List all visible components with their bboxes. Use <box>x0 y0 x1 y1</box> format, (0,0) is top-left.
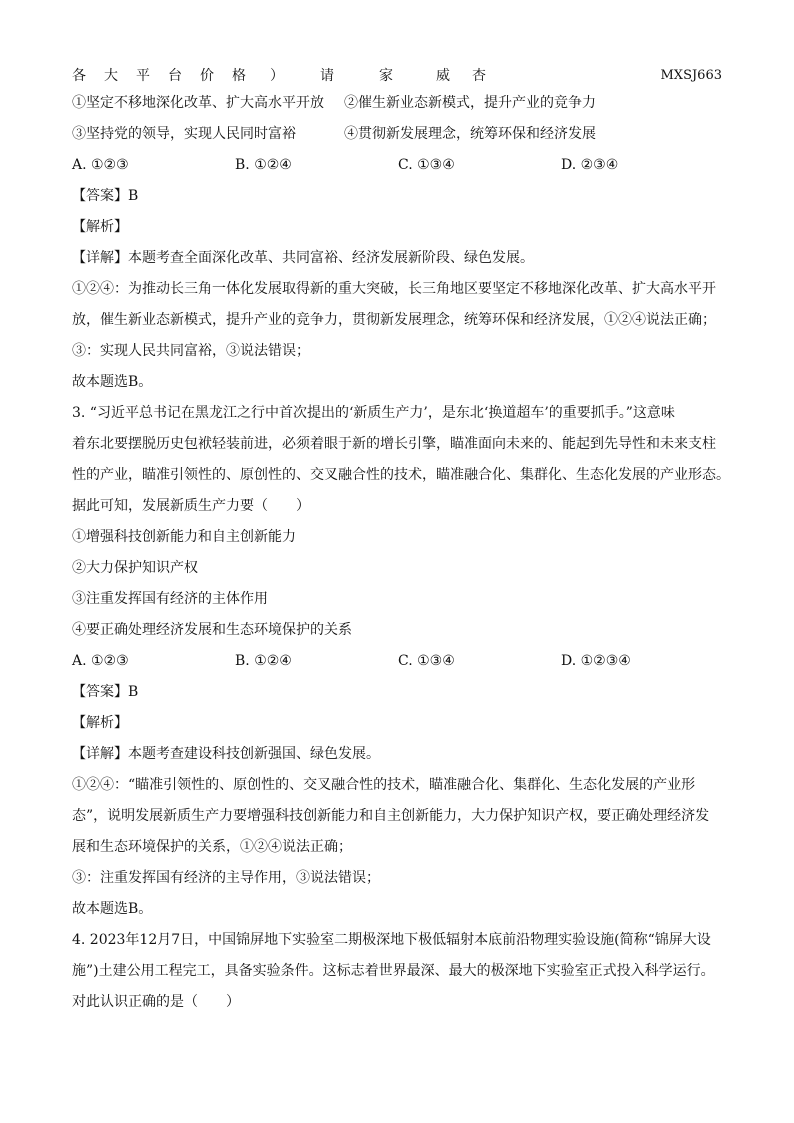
header-char: 家 <box>379 68 393 84</box>
q3-choice-b: B. ①②④ <box>235 653 292 669</box>
q2-choices <box>72 150 732 181</box>
q3-analysis-label: 【解析】 <box>72 715 128 731</box>
header-char: ） <box>270 68 284 84</box>
q2-option-2: ②催生新业态新模式，提升产业的竞争力 <box>344 95 596 111</box>
header-char: 请 <box>320 68 334 84</box>
q3-option-4: ④要正确处理经济发展和生态环境保护的关系 <box>72 622 352 638</box>
header-char: 台 <box>168 68 182 84</box>
q2-analysis-label: 【解析】 <box>72 219 128 235</box>
q3-stem-line: 3. “习近平总书记在黑龙江之行中首次提出的‘新质生产力’，是东北‘换道超车’的重要抓手。”这意味 <box>72 405 675 421</box>
q2-option-1: ①坚定不移地深化改革、扩大高水平开放 <box>72 95 324 111</box>
q2-options-row-1 <box>72 88 732 119</box>
q2-choice-d: D. ②③④ <box>561 157 619 173</box>
q3-stem-line: 性的产业，瞄准引领性的、原创性的、交叉融合性的技术，瞄准融合化、集群化、生态化发展的产业形态。 <box>72 467 730 483</box>
q2-choice-a: A. ①②③ <box>72 157 129 173</box>
q3-option-3: ③注重发挥国有经济的主体作用 <box>72 591 268 607</box>
header-char: 格 <box>232 68 246 84</box>
q3-detail: 【详解】本题考查建设科技创新强国、绿色发展。 <box>72 746 380 762</box>
q2-explanation-line: ①②④：为推动长三角一体化发展取得新的重大突破，长三角地区要坚定不移地深化改革、扩大高水平开 <box>72 281 716 297</box>
q2-options-row-2 <box>72 119 732 150</box>
document-page <box>72 64 732 1018</box>
header-char: 各 <box>72 68 86 84</box>
watermark-header <box>72 64 732 88</box>
q2-option-3: ③坚持党的领导，实现人民同时富裕 <box>72 126 296 142</box>
q3-explanation-line: ①②④：“瞄准引领性的、原创性的、交叉融合性的技术，瞄准融合化、集群化、生态化发展的产业形 <box>72 777 696 793</box>
q3-option-2: ②大力保护知识产权 <box>72 560 198 576</box>
q2-detail: 【详解】本题考查全面深化改革、共同富裕、经济发展新阶段、绿色发展。 <box>72 250 534 266</box>
header-char: 大 <box>104 68 118 84</box>
header-char: 价 <box>200 68 214 84</box>
q2-answer: 【答案】B <box>72 188 139 204</box>
q2-conclusion: 故本题选B。 <box>72 374 153 390</box>
q3-stem-line: 着东北要摆脱历史包袱轻装前进，必须着眼于新的增长引擎，瞄准面向未来的、能起到先导性和未来支柱 <box>72 436 716 452</box>
q3-stem-line: 据此可知，发展新质生产力要（ ） <box>72 498 310 514</box>
q3-choice-d: D. ①②③④ <box>561 653 631 669</box>
q3-option-1: ①增强科技创新能力和自主创新能力 <box>72 529 296 545</box>
q2-explanation-line: 放，催生新业态新模式，提升产业的竞争力，贯彻新发展理念，统筹环保和经济发展，①②④说法正确； <box>72 312 716 328</box>
q3-explanation-line: 展和生态环境保护的关系，①②④说法正确； <box>72 839 352 855</box>
header-char: 杏 <box>472 68 486 84</box>
q4-stem-line: 4. 2023年12月7日，中国锦屏地下实验室二期极深地下极低辐射本底前沿物理实验设施(简称“锦屏大设 <box>72 932 711 948</box>
header-char: 威 <box>436 68 450 84</box>
q3-conclusion: 故本题选B。 <box>72 901 153 917</box>
q4-stem-line: 对此认识正确的是（ ） <box>72 994 240 1010</box>
q3-explanation-line: 态”，说明发展新质生产力要增强科技创新能力和自主创新能力，大力保护知识产权，要正确处理经济发 <box>72 808 710 824</box>
q3-answer: 【答案】B <box>72 684 139 700</box>
q3-choice-a: A. ①②③ <box>72 653 129 669</box>
q2-option-4: ④贯彻新发展理念，统筹环保和经济发展 <box>344 126 596 142</box>
q4-stem-line: 施”)土建公用工程完工，具备实验条件。这标志着世界最深、最大的极深地下实验室正式投入科学运行。 <box>72 963 715 979</box>
header-code: MXSJ663 <box>660 68 722 83</box>
q2-choice-c: C. ①③④ <box>398 157 455 173</box>
header-char: 平 <box>136 68 150 84</box>
q3-choices <box>72 646 732 677</box>
q3-explanation-wrong: ③：注重发挥国有经济的主导作用，③说法错误； <box>72 870 380 886</box>
q2-choice-b: B. ①②④ <box>235 157 292 173</box>
q3-choice-c: C. ①③④ <box>398 653 455 669</box>
q2-explanation-wrong: ③：实现人民共同富裕，③说法错误； <box>72 343 310 359</box>
